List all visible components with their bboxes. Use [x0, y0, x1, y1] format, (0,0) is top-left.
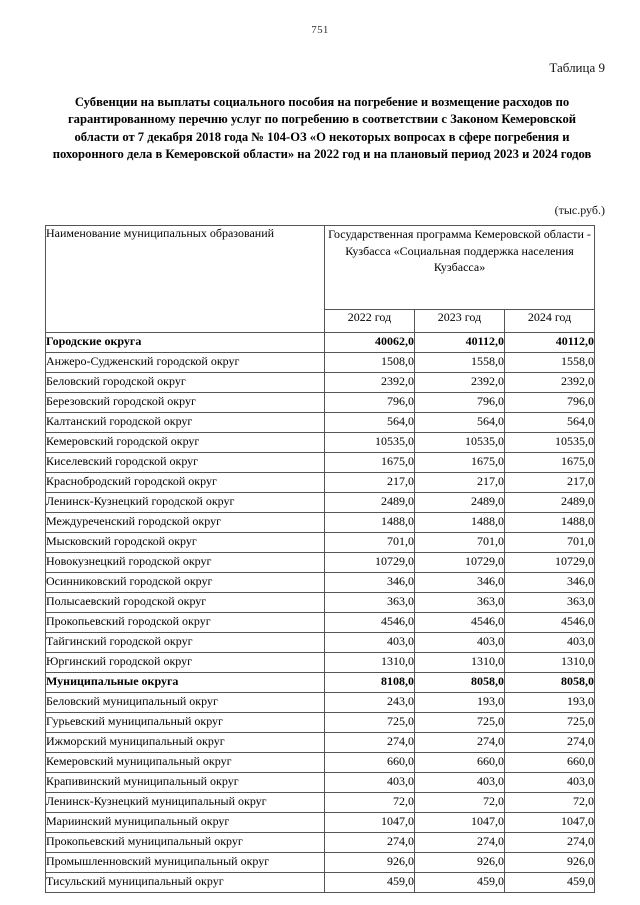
row-value-2023-год: 796,0: [415, 393, 505, 413]
table-row: [46, 393, 595, 413]
row-value-2024-год: 217,0: [505, 473, 595, 493]
row-value-2022-год: 1310,0: [325, 653, 415, 673]
row-value-2022-год: 403,0: [325, 633, 415, 653]
table-row: [46, 693, 595, 713]
row-value-2023-год: 2392,0: [415, 373, 505, 393]
row-value-2024-год: 2392,0: [505, 373, 595, 393]
table-row: [46, 853, 595, 873]
table-row: [46, 513, 595, 533]
table-row: [46, 353, 595, 373]
row-value-2023-год: 274,0: [415, 833, 505, 853]
row-value-2024-год: 1047,0: [505, 813, 595, 833]
row-value-2023-год: 660,0: [415, 753, 505, 773]
row-value-2022-год: 2392,0: [325, 373, 415, 393]
row-name-label: Гурьевский муниципальный округ: [46, 713, 325, 733]
column-header-year-2024: 2024 год: [505, 310, 595, 333]
row-name-label: Кемеровский муниципальный округ: [46, 753, 325, 773]
row-value-2022-год: 660,0: [325, 753, 415, 773]
row-name-label: Ленинск-Кузнецкий городской округ: [46, 493, 325, 513]
row-name-label: Осинниковский городской округ: [46, 573, 325, 593]
row-value-2023-год: 274,0: [415, 733, 505, 753]
row-value-2022-год: 2489,0: [325, 493, 415, 513]
row-value-2024-год: 1310,0: [505, 653, 595, 673]
table-row: [46, 733, 595, 753]
row-value-2023-год: 363,0: [415, 593, 505, 613]
row-name-label: Юргинский городской округ: [46, 653, 325, 673]
row-name-label: Беловский муниципальный округ: [46, 693, 325, 713]
row-value-2022-год: 4546,0: [325, 613, 415, 633]
row-value-2023-год: 1047,0: [415, 813, 505, 833]
row-value-2024-год: 2489,0: [505, 493, 595, 513]
row-value-2024-год: 1675,0: [505, 453, 595, 473]
row-value-2024-год: 660,0: [505, 753, 595, 773]
table-row: [46, 433, 595, 453]
row-value-2022-год: 217,0: [325, 473, 415, 493]
row-value-2024-год: 8058,0: [505, 673, 595, 693]
column-header-year-2023: 2023 год: [415, 310, 505, 333]
row-value-2022-год: 1047,0: [325, 813, 415, 833]
row-value-2024-год: 926,0: [505, 853, 595, 873]
row-name-label: Беловский городской округ: [46, 373, 325, 393]
row-value-2023-год: 1310,0: [415, 653, 505, 673]
row-name-label: Промышленновский муниципальный округ: [46, 853, 325, 873]
page-number: 751: [311, 24, 329, 36]
table-row: [46, 873, 595, 893]
row-name-label: Калтанский городской округ: [46, 413, 325, 433]
row-value-2024-год: 403,0: [505, 633, 595, 653]
data-table-container: [45, 225, 594, 893]
row-value-2022-год: 1488,0: [325, 513, 415, 533]
row-value-2022-год: 725,0: [325, 713, 415, 733]
row-name-label: Ленинск-Кузнецкий муниципальный округ: [46, 793, 325, 813]
row-value-2022-год: 40062,0: [325, 333, 415, 353]
row-value-2022-год: 72,0: [325, 793, 415, 813]
table-row: [46, 473, 595, 493]
row-value-2022-год: 564,0: [325, 413, 415, 433]
row-value-2024-год: 4546,0: [505, 613, 595, 633]
row-value-2023-год: 1558,0: [415, 353, 505, 373]
row-value-2022-год: 274,0: [325, 733, 415, 753]
row-value-2024-год: 40112,0: [505, 333, 595, 353]
row-value-2024-год: 10535,0: [505, 433, 595, 453]
column-header-program: Государственная программа Кемеровской области - Кузбасса «Социальная поддержка населения Кузбасса»: [325, 226, 595, 310]
table-row: [46, 553, 595, 573]
table-row: [46, 533, 595, 553]
row-value-2022-год: 459,0: [325, 873, 415, 893]
row-value-2023-год: 403,0: [415, 633, 505, 653]
row-name-label: Междуреченский городской округ: [46, 513, 325, 533]
row-value-2024-год: 346,0: [505, 573, 595, 593]
table-row: [46, 773, 595, 793]
row-value-2023-год: 4546,0: [415, 613, 505, 633]
row-name-label: Березовский городской округ: [46, 393, 325, 413]
table-header: [46, 226, 595, 333]
row-value-2023-год: 926,0: [415, 853, 505, 873]
row-value-2022-год: 1508,0: [325, 353, 415, 373]
row-value-2023-год: 2489,0: [415, 493, 505, 513]
row-value-2022-год: 926,0: [325, 853, 415, 873]
table-row: [46, 493, 595, 513]
table-row: [46, 373, 595, 393]
document-title: Субвенции на выплаты социального пособия на погребение и возмещение расходов по гарантированному перечню услуг по погребению в соответствии с Законом Кемеровской области от 7 декабря 2018 года № 104-ОЗ «О некоторых вопросах в сфере погребения и похоронного дела в Кемеровской области» на 2022 год и на плановый период 2023 и 2024 годов: [52, 95, 592, 161]
row-value-2022-год: 10535,0: [325, 433, 415, 453]
table-row: [46, 673, 595, 693]
table-row: [46, 793, 595, 813]
table-header-row-top: [46, 226, 595, 310]
row-value-2024-год: 725,0: [505, 713, 595, 733]
row-name-label: Кемеровский городской округ: [46, 433, 325, 453]
row-value-2024-год: 459,0: [505, 873, 595, 893]
row-value-2022-год: 274,0: [325, 833, 415, 853]
units-label: (тыс.руб.): [554, 203, 605, 217]
table-row: [46, 333, 595, 353]
row-value-2022-год: 1675,0: [325, 453, 415, 473]
row-group-label: Муниципальные округа: [46, 673, 325, 693]
row-value-2023-год: 10729,0: [415, 553, 505, 573]
row-name-label: Новокузнецкий городской округ: [46, 553, 325, 573]
row-value-2024-год: 1558,0: [505, 353, 595, 373]
row-value-2024-год: 701,0: [505, 533, 595, 553]
table-row: [46, 573, 595, 593]
row-name-label: Прокопьевский городской округ: [46, 613, 325, 633]
row-value-2023-год: 40112,0: [415, 333, 505, 353]
row-value-2023-год: 403,0: [415, 773, 505, 793]
row-value-2022-год: 796,0: [325, 393, 415, 413]
row-name-label: Анжеро-Судженский городской округ: [46, 353, 325, 373]
row-name-label: Тайгинский городской округ: [46, 633, 325, 653]
row-value-2022-год: 10729,0: [325, 553, 415, 573]
row-value-2024-год: 274,0: [505, 833, 595, 853]
table-row: [46, 453, 595, 473]
row-group-label: Городские округа: [46, 333, 325, 353]
column-header-name: Наименование муниципальных образований: [46, 226, 325, 333]
row-value-2023-год: 193,0: [415, 693, 505, 713]
row-value-2023-год: 725,0: [415, 713, 505, 733]
table-row: [46, 413, 595, 433]
row-name-label: Тисульский муниципальный округ: [46, 873, 325, 893]
row-value-2024-год: 72,0: [505, 793, 595, 813]
row-name-label: Мысковский городской округ: [46, 533, 325, 553]
table-row: [46, 633, 595, 653]
row-name-label: Краснобродский городской округ: [46, 473, 325, 493]
row-value-2024-год: 403,0: [505, 773, 595, 793]
row-name-label: Крапивинский муниципальный округ: [46, 773, 325, 793]
row-value-2022-год: 701,0: [325, 533, 415, 553]
row-value-2022-год: 243,0: [325, 693, 415, 713]
row-name-label: Полысаевский городской округ: [46, 593, 325, 613]
table-row: [46, 653, 595, 673]
row-value-2023-год: 10535,0: [415, 433, 505, 453]
subventions-table: [45, 225, 595, 893]
row-value-2022-год: 8108,0: [325, 673, 415, 693]
row-value-2024-год: 193,0: [505, 693, 595, 713]
row-value-2023-год: 564,0: [415, 413, 505, 433]
row-value-2024-год: 363,0: [505, 593, 595, 613]
row-value-2023-год: 346,0: [415, 573, 505, 593]
row-value-2023-год: 1488,0: [415, 513, 505, 533]
row-value-2023-год: 8058,0: [415, 673, 505, 693]
row-value-2023-год: 1675,0: [415, 453, 505, 473]
table-row: [46, 593, 595, 613]
table-body: [46, 333, 595, 893]
table-row: [46, 833, 595, 853]
row-value-2024-год: 796,0: [505, 393, 595, 413]
row-name-label: Прокопьевский муниципальный округ: [46, 833, 325, 853]
row-value-2022-год: 363,0: [325, 593, 415, 613]
row-value-2022-год: 403,0: [325, 773, 415, 793]
row-name-label: Киселевский городской округ: [46, 453, 325, 473]
table-row: [46, 813, 595, 833]
row-value-2023-год: 217,0: [415, 473, 505, 493]
table-label: Таблица 9: [549, 60, 605, 75]
row-value-2024-год: 274,0: [505, 733, 595, 753]
row-value-2024-год: 1488,0: [505, 513, 595, 533]
column-header-year-2022: 2022 год: [325, 310, 415, 333]
row-value-2022-год: 346,0: [325, 573, 415, 593]
row-value-2024-год: 10729,0: [505, 553, 595, 573]
table-row: [46, 753, 595, 773]
row-value-2023-год: 72,0: [415, 793, 505, 813]
table-row: [46, 613, 595, 633]
row-name-label: Мариинский муниципальный округ: [46, 813, 325, 833]
row-name-label: Ижморский муниципальный округ: [46, 733, 325, 753]
row-value-2023-год: 459,0: [415, 873, 505, 893]
row-value-2024-год: 564,0: [505, 413, 595, 433]
table-row: [46, 713, 595, 733]
row-value-2023-год: 701,0: [415, 533, 505, 553]
